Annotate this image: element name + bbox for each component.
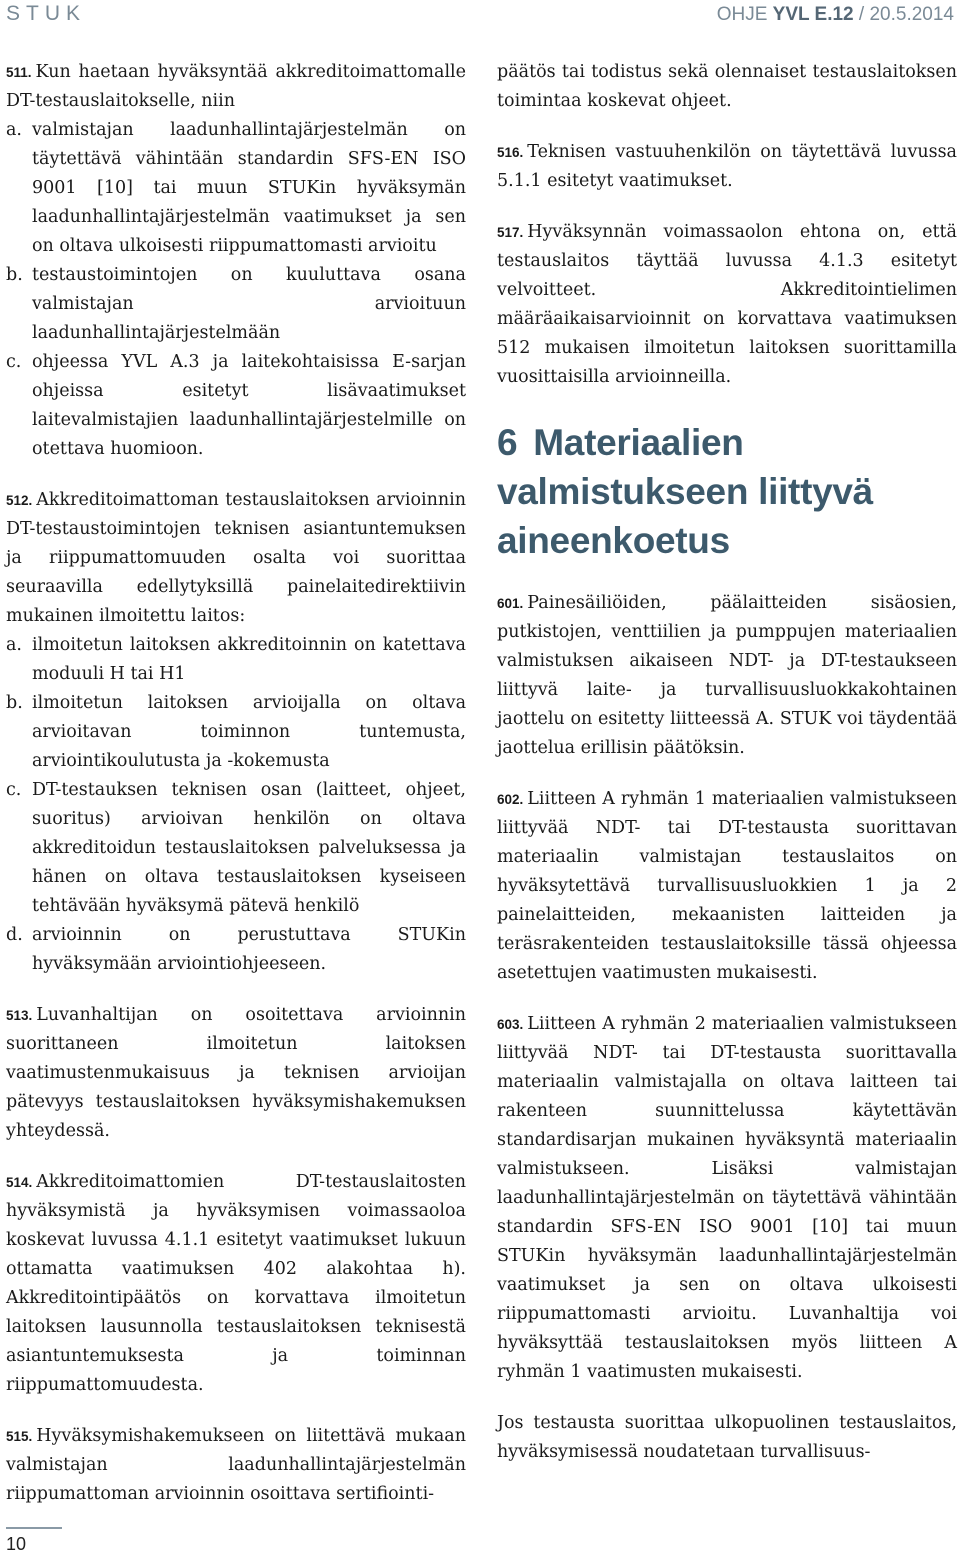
list-letter: c. bbox=[6, 352, 22, 372]
requirement-text: Painesäiliöiden, päälaitteiden sisäosien, putkistojen, venttiilien ja pumppujen materiaalien valmistuksen aikaiseen NDT- ja DT-testaukseen liittyvä laite- ja turvallisuusluokkakohtainen jaottelu on esitetty liitteessä A. STUK voi täydentää jaottelua erillisin päätöksin. bbox=[497, 593, 957, 758]
list-item bbox=[6, 776, 466, 921]
requirement-text: Kun haetaan hyväksyntää akkreditoimattomalle DT-testauslaitokselle, niin bbox=[6, 62, 466, 111]
requirement-number: 517. bbox=[497, 225, 524, 240]
requirement-512 bbox=[6, 486, 466, 979]
list-letter: d. bbox=[6, 925, 23, 945]
requirement-text: Akkreditoimattomien DT-testauslaitosten hyväksymistä ja hyväksymisen voimassaoloa koskevat luvussa 4.1.1 esitetyt vaatimukset lukuun ottamatta vaatimuksen 402 alakohtaa h). Akkreditointipäätös on korvattava ilmoitetun laitoksen lausunnolla testauslaitoksen teknisestä asiantuntemuksesta ja toiminnan riippumattomuudesta. bbox=[6, 1172, 466, 1395]
requirement-517 bbox=[497, 218, 957, 392]
header-guide-code: YVL E.12 bbox=[772, 4, 854, 25]
section-title: Materiaalien valmistukseen liittyvä aineenkoetus bbox=[497, 422, 873, 561]
requirement-number: 516. bbox=[497, 145, 524, 160]
requirement-number: 515. bbox=[6, 1429, 33, 1444]
requirement-511 bbox=[6, 58, 466, 464]
list-text: arvioinnin on perustuttava STUKin hyväksymään arviointiohjeeseen. bbox=[32, 925, 466, 974]
requirement-603-paragraph-2: Jos testausta suorittaa ulkopuolinen testauslaitos, hyväksymisessä noudatetaan turvallisuus- bbox=[497, 1413, 957, 1462]
requirement-514 bbox=[6, 1168, 466, 1400]
list-item bbox=[6, 689, 466, 776]
right-column bbox=[497, 58, 957, 1467]
section-heading bbox=[497, 418, 957, 565]
requirement-number: 601. bbox=[497, 596, 524, 611]
list-text: valmistajan laadunhallintajärjestelmän on täytettävä vähintään standardin SFS-EN ISO 9001 [10] tai muun STUKin hyväksymän laadunhallintajärjestelmän vaatimukset ja sen on oltava ulkoisesti riippumattomasti arvioitu bbox=[32, 120, 466, 256]
list-letter: b. bbox=[6, 693, 23, 713]
list-text: testaustoimintojen on kuuluttava osana valmistajan arvioituun laadunhallintajärjestelmään bbox=[32, 265, 466, 343]
list-item bbox=[6, 261, 466, 348]
requirement-number: 512. bbox=[6, 493, 33, 508]
section-number: 6 bbox=[497, 422, 518, 463]
requirement-515-continued: päätös tai todistus sekä olennaiset testauslaitoksen toimintaa koskevat ohjeet. bbox=[497, 62, 957, 111]
list-item bbox=[6, 921, 466, 979]
requirement-number: 514. bbox=[6, 1175, 33, 1190]
requirement-text: Akkreditoimattoman testauslaitoksen arvioinnin DT-testaustoimintojen teknisen asiantuntemuksen ja riippumattomuuden osalta voi suorittaa seuraavilla edellytyksillä painelaitedirektiivin mukainen ilmoitettu laitos: bbox=[6, 490, 466, 626]
list-letter: c. bbox=[6, 780, 22, 800]
requirement-601 bbox=[497, 589, 957, 763]
requirement-513 bbox=[6, 1001, 466, 1146]
header-guide-date: / 20.5.2014 bbox=[853, 4, 954, 25]
requirement-516 bbox=[497, 138, 957, 196]
requirement-number: 602. bbox=[497, 792, 524, 807]
list-text: ilmoitetun laitoksen arvioijalla on oltava arvioitavan toiminnon tuntemusta, arviointikoulutusta ja -kokemusta bbox=[32, 693, 466, 771]
header-guide-ref bbox=[717, 4, 954, 26]
list-item bbox=[6, 116, 466, 261]
page-number: 10 bbox=[6, 1534, 27, 1554]
list-item bbox=[6, 348, 466, 464]
requirement-text: Hyväksymishakemukseen on liitettävä mukaan valmistajan laadunhallintajärjestelmän riippumattoman arvioinnin osoittava sertifiointi- bbox=[6, 1426, 466, 1504]
list-letter: b. bbox=[6, 265, 23, 285]
header-org: STUK bbox=[6, 2, 87, 25]
requirement-text: Luvanhaltijan on osoitettava arvioinnin suorittaneen ilmoitetun laitoksen vaatimustenmukaisuus ja teknisen arvioijan pätevyys testauslaitoksen hyväksymishakemuksen yhteydessä. bbox=[6, 1005, 466, 1141]
list-text: DT-testauksen teknisen osan (laitteet, ohjeet, suoritus) arvioivan henkilön on oltava akkreditoidun testauslaitoksen palveluksessa ja hänen on oltava testauslaitoksen kyseiseen tehtävään hyväksymä pätevä henkilö bbox=[32, 780, 466, 916]
list-text: ohjeessa YVL A.3 ja laitekohtaisissa E-sarjan ohjeissa esitetyt lisävaatimukset laitevalmistajien laadunhallintajärjestelmille on otettava huomioon. bbox=[32, 352, 466, 459]
requirement-number: 603. bbox=[497, 1017, 524, 1032]
list-letter: a. bbox=[6, 120, 22, 140]
footer-rule bbox=[6, 1527, 62, 1529]
page-header bbox=[0, 0, 960, 36]
requirement-number: 511. bbox=[6, 65, 32, 80]
requirement-text: Hyväksynnän voimassaolon ehtona on, että testauslaitos täyttää luvussa 4.1.3 esitetyt velvoitteet. Akkreditointielimen määräaikaisarvioinnit on korvattava vaatimuksen 512 mukaisen ilmoitetun laitoksen suorittamilla vuosittaisilla arvioinneilla. bbox=[497, 222, 957, 387]
requirement-text: Liitteen A ryhmän 2 materiaalien valmistukseen liittyvää NDT- tai DT-testausta suorittavalla materiaalin valmistajalla on oltava laitteen tai rakenteen suunnittelussa käytettävän standardisarjan mukainen hyväksyntä materiaalin valmistukseen. Lisäksi valmistajan laadunhallintajärjestelmän on täytettävä vähintään standardin SFS-EN ISO 9001 [10] tai muun STUKin hyväksymän laadunhallintajärjestelmän vaatimukset ja sen on oltava ulkoisesti riippumattomasti arvioitu. Luvanhaltija voi hyväksyttää testauslaitoksen myös liitteen A ryhmän 1 vaatimusten mukaisesti. bbox=[497, 1014, 957, 1382]
list-item bbox=[6, 631, 466, 689]
requirement-603 bbox=[497, 1010, 957, 1387]
list-letter: a. bbox=[6, 635, 22, 655]
left-column bbox=[6, 58, 466, 1509]
list-text: ilmoitetun laitoksen akkreditoinnin on katettava moduuli H tai H1 bbox=[32, 635, 466, 684]
requirement-602 bbox=[497, 785, 957, 988]
requirement-515 bbox=[6, 1422, 466, 1509]
requirement-number: 513. bbox=[6, 1008, 33, 1023]
header-guide-prefix: OHJE bbox=[716, 4, 773, 25]
requirement-text: Teknisen vastuuhenkilön on täytettävä luvussa 5.1.1 esitetyt vaatimukset. bbox=[497, 142, 957, 191]
requirement-text: Liitteen A ryhmän 1 materiaalien valmistukseen liittyvää NDT- tai DT-testausta suorittavan materiaalin valmistajan testauslaitos on hyväksytettävä turvallisuusluokkien 1 ja 2 painelaitteiden, mekaanisten laitteiden ja teräsrakenteiden testauslaitoksille tässä ohjeessa asetettujen vaatimusten mukaisesti. bbox=[497, 789, 957, 983]
